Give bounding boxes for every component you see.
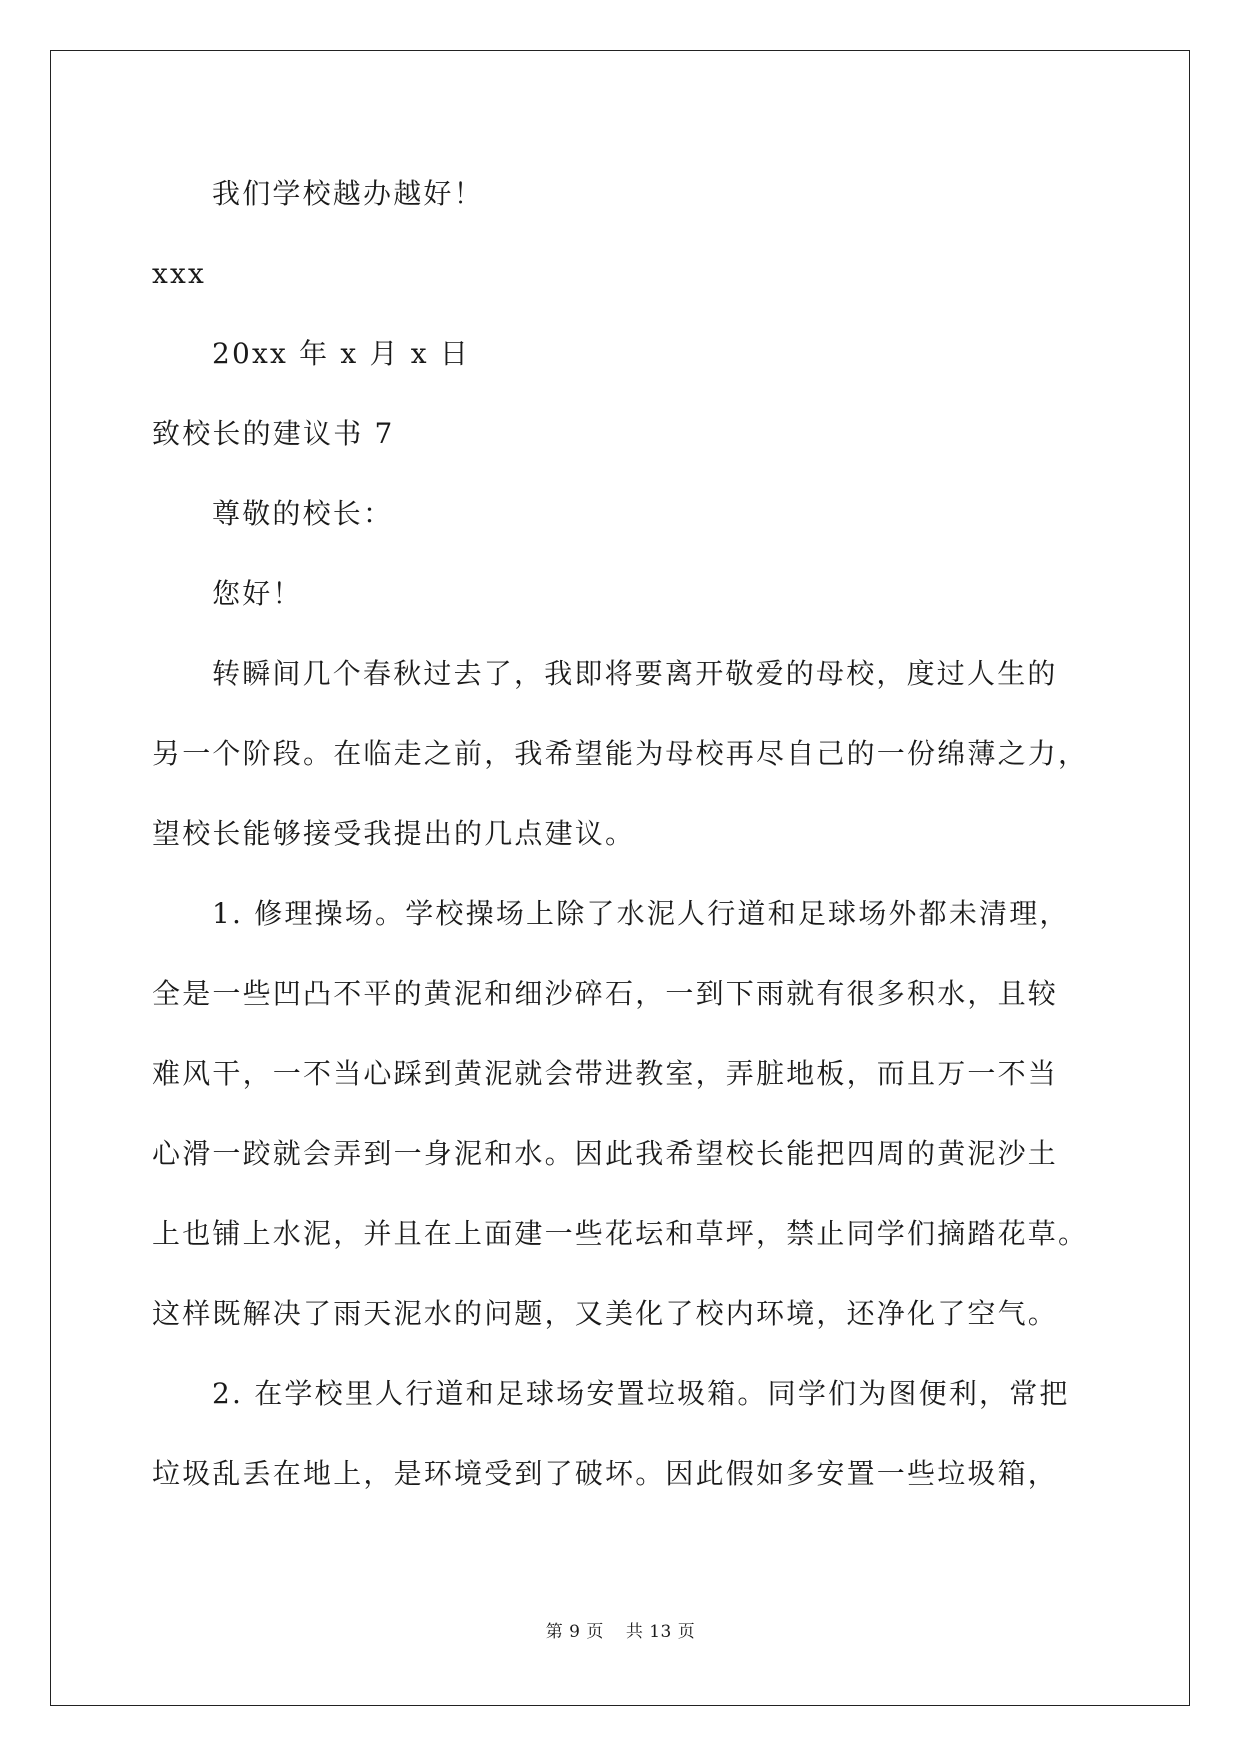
page-footer bbox=[0, 1620, 1241, 1644]
greeting: 您好！ bbox=[212, 577, 303, 610]
paragraph-line: 心滑一跤就会弄到一身泥和水。因此我希望校长能把四周的黄泥沙土 bbox=[152, 1137, 1059, 1170]
closing-line: 我们学校越办越好！ bbox=[212, 177, 484, 210]
paragraph-line: 全是一些凹凸不平的黄泥和细沙碎石，一到下雨就有很多积水，且较 bbox=[152, 977, 1059, 1010]
signature-name: xxx bbox=[152, 257, 206, 290]
paragraph-line: 上也铺上水泥，并且在上面建一些花坛和草坪，禁止同学们摘踏花草。 bbox=[152, 1217, 1089, 1250]
paragraph-line: 难风干，一不当心踩到黄泥就会带进教室，弄脏地板，而且万一不当 bbox=[152, 1057, 1059, 1090]
paragraph-line: 另一个阶段。在临走之前，我希望能为母校再尽自己的一份绵薄之力， bbox=[152, 737, 1089, 770]
page-total: 共 13 页 bbox=[625, 1622, 696, 1642]
paragraph-line: 1. 修理操场。学校操场上除了水泥人行道和足球场外都未清理， bbox=[212, 897, 1070, 930]
paragraph-line: 转瞬间几个春秋过去了，我即将要离开敬爱的母校，度过人生的 bbox=[212, 657, 1058, 690]
salutation: 尊敬的校长： bbox=[212, 497, 394, 530]
page-number: 第 9 页 bbox=[545, 1622, 604, 1642]
paragraph-line: 这样既解决了雨天泥水的问题，又美化了校内环境，还净化了空气。 bbox=[152, 1297, 1059, 1330]
paragraph-line: 垃圾乱丢在地上，是环境受到了破坏。因此假如多安置一些垃圾箱， bbox=[152, 1457, 1059, 1490]
paragraph-line: 2. 在学校里人行道和足球场安置垃圾箱。同学们为图便利，常把 bbox=[212, 1377, 1070, 1410]
paragraph-line: 望校长能够接受我提出的几点建议。 bbox=[152, 817, 636, 850]
signature-date: 20xx 年 x 月 x 日 bbox=[212, 337, 471, 370]
section-title: 致校长的建议书 7 bbox=[152, 417, 395, 450]
